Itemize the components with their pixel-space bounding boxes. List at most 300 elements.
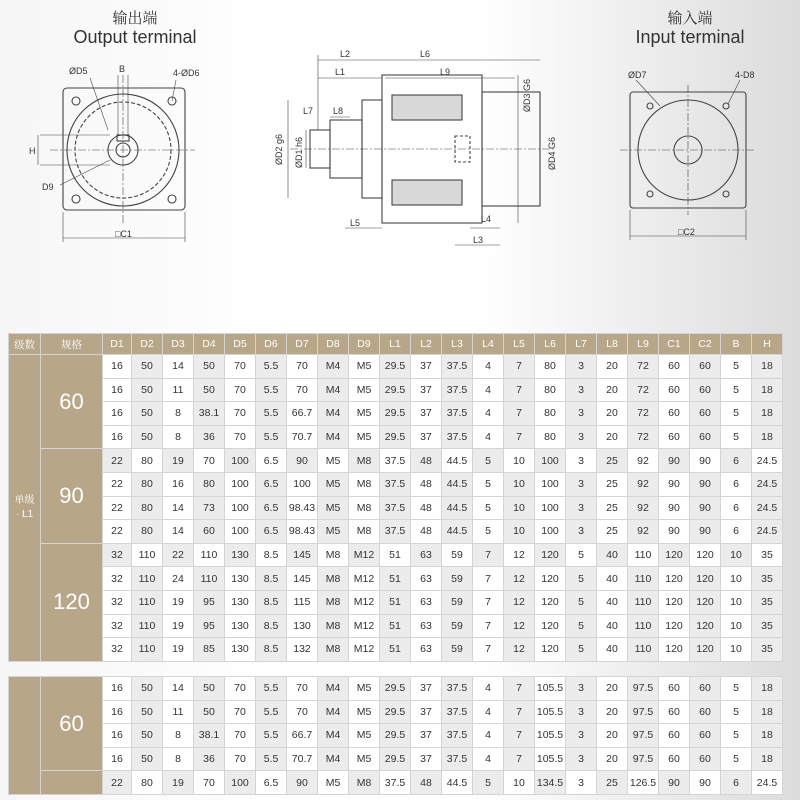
cell: 5 xyxy=(566,638,597,662)
label-d1: ØD1 h6 xyxy=(294,136,304,168)
cell: 7 xyxy=(504,355,535,379)
cell: 50 xyxy=(194,378,225,402)
header-7: D6 xyxy=(256,334,287,355)
cell: 145 xyxy=(287,543,318,567)
header-3: D2 xyxy=(132,334,163,355)
cell: 29.5 xyxy=(380,355,411,379)
cell: 24 xyxy=(163,567,194,591)
cell: 48 xyxy=(411,496,442,520)
cell: 20 xyxy=(597,402,628,426)
cell: 145 xyxy=(287,567,318,591)
cell: 8.5 xyxy=(256,567,287,591)
cell: 3 xyxy=(566,724,597,748)
cell: 29.5 xyxy=(380,677,411,701)
cell: 20 xyxy=(597,425,628,449)
cell: 14 xyxy=(163,496,194,520)
cell: 130 xyxy=(225,567,256,591)
cell: 10 xyxy=(721,543,752,567)
cell: M5 xyxy=(349,402,380,426)
table-row xyxy=(9,543,783,567)
cell: 70.7 xyxy=(287,425,318,449)
cell: 20 xyxy=(597,378,628,402)
cell: 3 xyxy=(566,449,597,473)
header-9: D8 xyxy=(318,334,349,355)
cell: 25 xyxy=(597,496,628,520)
table-row xyxy=(9,449,783,473)
cell: 10 xyxy=(721,638,752,662)
cell: 35 xyxy=(752,567,783,591)
cell: M5 xyxy=(318,449,349,473)
cell: 16 xyxy=(103,355,132,379)
cell: 37 xyxy=(411,425,442,449)
cell: 5.5 xyxy=(256,425,287,449)
cell: 70 xyxy=(287,378,318,402)
cell: 60 xyxy=(690,402,721,426)
cell: 29.5 xyxy=(380,402,411,426)
cell: 44.5 xyxy=(442,496,473,520)
cell: 100 xyxy=(287,472,318,496)
cell: 80 xyxy=(535,378,566,402)
header-4: D3 xyxy=(163,334,194,355)
cell: 50 xyxy=(132,677,163,701)
cell: 66.7 xyxy=(287,402,318,426)
cell: 130 xyxy=(225,543,256,567)
cell: 25 xyxy=(597,771,628,795)
cell: 70 xyxy=(225,402,256,426)
cell: 40 xyxy=(597,590,628,614)
output-title-cn: 输出端 xyxy=(112,9,158,27)
cell: 12 xyxy=(504,590,535,614)
cell: M12 xyxy=(349,638,380,662)
cell: 12 xyxy=(504,543,535,567)
table-row xyxy=(9,567,783,591)
cell: 60 xyxy=(690,355,721,379)
cell: 132 xyxy=(287,638,318,662)
cell: 110 xyxy=(132,638,163,662)
cell: 20 xyxy=(597,747,628,771)
cell: 72 xyxy=(628,402,659,426)
cell: 70 xyxy=(287,700,318,724)
cell: 90 xyxy=(659,472,690,496)
label-c2: □C2 xyxy=(678,227,695,237)
cell: 90 xyxy=(690,520,721,544)
cell: 44.5 xyxy=(442,520,473,544)
cell: 5 xyxy=(566,567,597,591)
cell: 7 xyxy=(504,700,535,724)
cell: 92 xyxy=(628,520,659,544)
label-l8: L8 xyxy=(333,106,344,116)
table-row xyxy=(9,520,783,544)
cell: 18 xyxy=(752,700,783,724)
cell: 7 xyxy=(473,567,504,591)
cell: 10 xyxy=(721,567,752,591)
cell: 8 xyxy=(163,724,194,748)
cell: 48 xyxy=(411,449,442,473)
cell: 130 xyxy=(287,614,318,638)
cell: 3 xyxy=(566,378,597,402)
cell: 59 xyxy=(442,590,473,614)
cell: 32 xyxy=(103,590,132,614)
cell: 7 xyxy=(504,402,535,426)
label-l5: L5 xyxy=(350,218,361,228)
cell: 4 xyxy=(473,402,504,426)
cell: 37 xyxy=(411,677,442,701)
cell: 95 xyxy=(194,590,225,614)
cell: 3 xyxy=(566,700,597,724)
cell: 100 xyxy=(535,472,566,496)
cell: 32 xyxy=(103,638,132,662)
cell: 70 xyxy=(194,449,225,473)
input-title-en: Input terminal xyxy=(635,27,745,48)
cell: 70 xyxy=(225,677,256,701)
cell: 50 xyxy=(194,355,225,379)
cell: 12 xyxy=(504,567,535,591)
cell: 51 xyxy=(380,638,411,662)
cell: 5.5 xyxy=(256,747,287,771)
cell: 110 xyxy=(132,614,163,638)
cell: 37.5 xyxy=(442,425,473,449)
header-5: D4 xyxy=(194,334,225,355)
cell: 22 xyxy=(103,771,132,795)
cell: 6.5 xyxy=(256,496,287,520)
cell: 50 xyxy=(132,378,163,402)
label-d4: ØD4 G6 xyxy=(547,136,557,170)
cell: 18 xyxy=(752,355,783,379)
table-row xyxy=(9,472,783,496)
cell: 100 xyxy=(225,771,256,795)
cell: M12 xyxy=(349,567,380,591)
cell: 7 xyxy=(504,425,535,449)
cell: 97.5 xyxy=(628,677,659,701)
cell: 80 xyxy=(132,472,163,496)
cell: 5.5 xyxy=(256,355,287,379)
cell: 25 xyxy=(597,449,628,473)
header-11: L1 xyxy=(380,334,411,355)
cell: 120 xyxy=(659,543,690,567)
cell: 60 xyxy=(690,677,721,701)
cell: 37.5 xyxy=(442,724,473,748)
cell: 130 xyxy=(225,638,256,662)
cell: 37.5 xyxy=(442,355,473,379)
cell: 126.5 xyxy=(628,771,659,795)
label-l4: L4 xyxy=(481,214,492,224)
cell: 120 xyxy=(535,590,566,614)
output-title-en: Output terminal xyxy=(73,27,197,48)
cell: 5 xyxy=(721,700,752,724)
table-row xyxy=(9,677,783,701)
label-d3: ØD3 G6 xyxy=(522,78,532,112)
cell: 70 xyxy=(225,700,256,724)
cell: 98.43 xyxy=(287,520,318,544)
cell: 12 xyxy=(504,638,535,662)
side-view xyxy=(288,55,555,245)
cell: 72 xyxy=(628,425,659,449)
cell: 60 xyxy=(659,425,690,449)
cell: 5 xyxy=(721,724,752,748)
header-8: D7 xyxy=(287,334,318,355)
cell: 110 xyxy=(132,590,163,614)
cell: 4 xyxy=(473,378,504,402)
cell: 95 xyxy=(194,614,225,638)
table-header-row xyxy=(9,334,783,355)
cell: 59 xyxy=(442,614,473,638)
cell: 8.5 xyxy=(256,543,287,567)
cell: 24.5 xyxy=(752,496,783,520)
cell: 92 xyxy=(628,496,659,520)
label-l3: L3 xyxy=(473,235,484,245)
header-2: D1 xyxy=(103,334,132,355)
cell: 100 xyxy=(225,472,256,496)
cell: M5 xyxy=(318,496,349,520)
cell: 50 xyxy=(132,747,163,771)
cell: M8 xyxy=(318,638,349,662)
cell: 70 xyxy=(225,378,256,402)
cell: 51 xyxy=(380,590,411,614)
cell: 6 xyxy=(721,520,752,544)
cell: 90 xyxy=(659,520,690,544)
cell: 50 xyxy=(194,700,225,724)
cell: 16 xyxy=(103,402,132,426)
cell: 16 xyxy=(163,472,194,496)
cell: 35 xyxy=(752,543,783,567)
cell: 50 xyxy=(132,355,163,379)
cell: 14 xyxy=(163,520,194,544)
cell: 60 xyxy=(659,747,690,771)
cell: 37.5 xyxy=(380,520,411,544)
label-d7: ØD7 xyxy=(628,70,647,80)
cell: 90 xyxy=(690,496,721,520)
cell: 70 xyxy=(225,747,256,771)
cell: 5.5 xyxy=(256,677,287,701)
cell: 4 xyxy=(473,355,504,379)
cell: 5 xyxy=(473,496,504,520)
header-6: D5 xyxy=(225,334,256,355)
cell: 16 xyxy=(103,425,132,449)
cell: 120 xyxy=(535,638,566,662)
cell: 63 xyxy=(411,614,442,638)
header-16: L6 xyxy=(535,334,566,355)
table-row xyxy=(9,496,783,520)
cell: M8 xyxy=(318,543,349,567)
cell: M8 xyxy=(349,520,380,544)
cell: 110 xyxy=(628,590,659,614)
cell: 4 xyxy=(473,700,504,724)
cell: 6 xyxy=(721,496,752,520)
cell: 3 xyxy=(566,677,597,701)
cell: 37.5 xyxy=(380,449,411,473)
cell: 16 xyxy=(103,724,132,748)
cell: 6 xyxy=(721,771,752,795)
cell: 10 xyxy=(504,520,535,544)
cell: 18 xyxy=(752,378,783,402)
cell: M4 xyxy=(318,378,349,402)
cell: 8 xyxy=(163,402,194,426)
table-row xyxy=(9,402,783,426)
cell: M8 xyxy=(349,472,380,496)
cell: M8 xyxy=(349,449,380,473)
size-cell: 60 xyxy=(41,677,103,771)
cell: 80 xyxy=(535,425,566,449)
cell: 97.5 xyxy=(628,747,659,771)
cell: 40 xyxy=(597,567,628,591)
cell: 59 xyxy=(442,638,473,662)
cell: 5 xyxy=(473,520,504,544)
cell: 100 xyxy=(535,449,566,473)
spec-table-single-stage xyxy=(8,333,783,662)
cell: 110 xyxy=(194,543,225,567)
cell: 8.5 xyxy=(256,638,287,662)
technical-drawings xyxy=(0,0,800,300)
cell: 35 xyxy=(752,590,783,614)
cell: 12 xyxy=(504,614,535,638)
cell: 29.5 xyxy=(380,425,411,449)
cell: 5 xyxy=(473,771,504,795)
cell: 100 xyxy=(225,520,256,544)
cell: 5.5 xyxy=(256,724,287,748)
cell: 25 xyxy=(597,520,628,544)
cell: 10 xyxy=(721,614,752,638)
cell: 120 xyxy=(659,590,690,614)
cell: M4 xyxy=(318,700,349,724)
cell: 3 xyxy=(566,355,597,379)
cell: 48 xyxy=(411,472,442,496)
stage-label xyxy=(9,677,41,795)
cell: 90 xyxy=(659,449,690,473)
label-4-d8: 4-D8 xyxy=(735,70,755,80)
header-19: L9 xyxy=(628,334,659,355)
cell: 110 xyxy=(194,567,225,591)
cell: M8 xyxy=(318,614,349,638)
cell: 16 xyxy=(103,747,132,771)
cell: 10 xyxy=(721,590,752,614)
cell: 8 xyxy=(163,747,194,771)
cell: 70 xyxy=(287,677,318,701)
cell: 7 xyxy=(504,378,535,402)
cell: 70 xyxy=(225,724,256,748)
cell: M4 xyxy=(318,747,349,771)
cell: 22 xyxy=(103,496,132,520)
table-row xyxy=(9,355,783,379)
cell: 5 xyxy=(721,677,752,701)
cell: 130 xyxy=(225,614,256,638)
header-0: 级数 xyxy=(9,334,41,355)
cell: 5 xyxy=(566,543,597,567)
cell: 4 xyxy=(473,747,504,771)
cell: 4 xyxy=(473,425,504,449)
cell: 90 xyxy=(690,472,721,496)
cell: 37.5 xyxy=(380,472,411,496)
header-14: L4 xyxy=(473,334,504,355)
cell: M4 xyxy=(318,724,349,748)
table-row xyxy=(9,638,783,662)
cell: 70 xyxy=(225,355,256,379)
cell: 85 xyxy=(194,638,225,662)
label-l7: L7 xyxy=(303,106,314,116)
cell: 98.43 xyxy=(287,496,318,520)
cell: 80 xyxy=(132,771,163,795)
cell: 115 xyxy=(287,590,318,614)
cell: 50 xyxy=(132,402,163,426)
cell: M5 xyxy=(318,472,349,496)
cell: 18 xyxy=(752,747,783,771)
cell: 120 xyxy=(659,567,690,591)
cell: 11 xyxy=(163,700,194,724)
cell: M12 xyxy=(349,590,380,614)
cell: 22 xyxy=(103,520,132,544)
cell: M4 xyxy=(318,425,349,449)
cell: 5 xyxy=(721,378,752,402)
cell: 20 xyxy=(597,355,628,379)
cell: 3 xyxy=(566,496,597,520)
cell: M5 xyxy=(318,771,349,795)
cell: 63 xyxy=(411,638,442,662)
label-c1: □C1 xyxy=(115,229,132,239)
cell: 18 xyxy=(752,425,783,449)
header-1: 规格 xyxy=(41,334,103,355)
cell: 63 xyxy=(411,543,442,567)
cell: 60 xyxy=(690,425,721,449)
cell: 51 xyxy=(380,567,411,591)
label-d9: D9 xyxy=(42,182,54,192)
cell: 90 xyxy=(690,449,721,473)
cell: 110 xyxy=(628,614,659,638)
cell: M5 xyxy=(349,724,380,748)
cell: 8.5 xyxy=(256,590,287,614)
header-12: L2 xyxy=(411,334,442,355)
cell: 29.5 xyxy=(380,724,411,748)
cell: 3 xyxy=(566,472,597,496)
header-15: L5 xyxy=(504,334,535,355)
size-cell: 60 xyxy=(41,355,103,449)
cell: 4 xyxy=(473,724,504,748)
input-title-cn: 输入端 xyxy=(667,9,713,27)
cell: 18 xyxy=(752,402,783,426)
cell: 60 xyxy=(659,378,690,402)
size-cell xyxy=(41,771,103,795)
cell: 5 xyxy=(721,402,752,426)
cell: 14 xyxy=(163,677,194,701)
table-row xyxy=(9,747,783,771)
cell: M12 xyxy=(349,543,380,567)
cell: 44.5 xyxy=(442,472,473,496)
cell: 120 xyxy=(690,614,721,638)
cell: 40 xyxy=(597,614,628,638)
output-front-view xyxy=(38,75,195,242)
cell: M5 xyxy=(349,747,380,771)
cell: 120 xyxy=(535,614,566,638)
cell: 120 xyxy=(690,590,721,614)
cell: 20 xyxy=(597,677,628,701)
cell: 36 xyxy=(194,747,225,771)
cell: 50 xyxy=(132,425,163,449)
cell: 48 xyxy=(411,771,442,795)
cell: 48 xyxy=(411,520,442,544)
spec-table-second xyxy=(8,676,783,795)
cell: 6.5 xyxy=(256,472,287,496)
cell: 20 xyxy=(597,700,628,724)
header-17: L7 xyxy=(566,334,597,355)
cell: 38.1 xyxy=(194,724,225,748)
cell: 5 xyxy=(721,425,752,449)
cell: 16 xyxy=(103,700,132,724)
cell: 60 xyxy=(659,724,690,748)
cell: 5.5 xyxy=(256,378,287,402)
cell: 110 xyxy=(628,638,659,662)
cell: 7 xyxy=(504,677,535,701)
cell: 60 xyxy=(659,677,690,701)
label-h: H xyxy=(29,146,36,156)
cell: 37.5 xyxy=(380,496,411,520)
